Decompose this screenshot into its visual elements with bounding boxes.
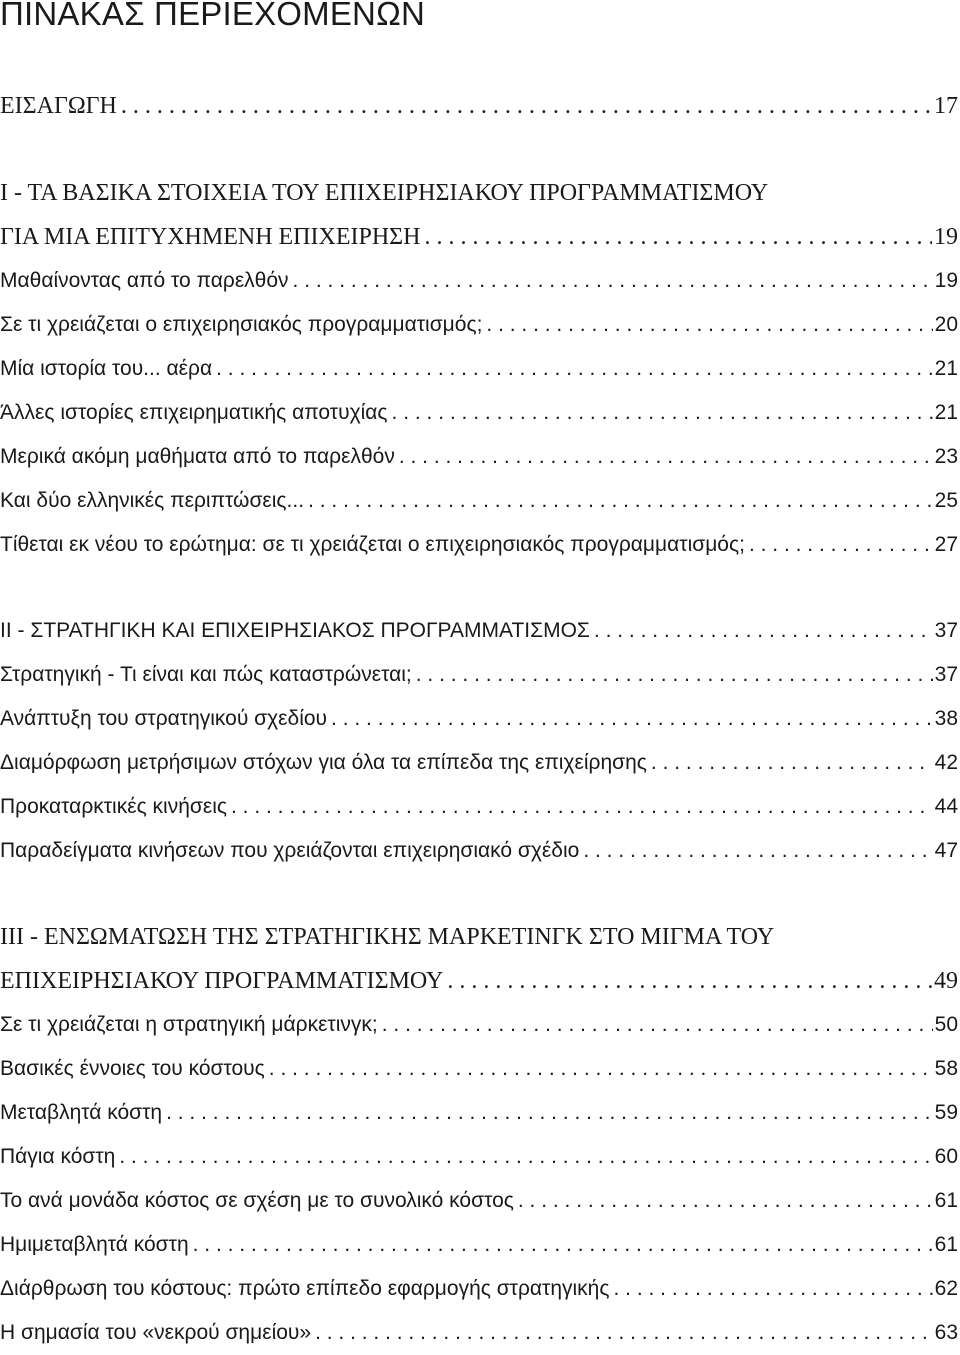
toc-entry-label: Μερικά ακόμη μαθήματα από το παρελθόν: [0, 445, 395, 468]
dot-leader: [424, 215, 932, 259]
dot-leader: [613, 1267, 932, 1311]
toc-entry[interactable]: [0, 653, 958, 697]
dot-leader: [447, 959, 932, 1003]
toc-entry-label: Τίθεται εκ νέου το ερώτημα: σε τι χρειάζεται ο επιχειρησιακός προγραμματισμός;: [0, 533, 745, 556]
dot-leader: [331, 697, 933, 741]
toc-entry-label: Και δύο ελληνικές περιπτώσεις...: [0, 489, 305, 512]
page-title: ΠΙΝΑΚΑΣ ΠΕΡΙΕΧΟΜΕΝΩΝ: [0, 0, 425, 32]
toc-entry-page: 58: [934, 1057, 958, 1080]
dot-leader: [416, 653, 933, 697]
dot-leader: [399, 435, 933, 479]
toc-entry-page: 62: [934, 1277, 958, 1300]
toc-entry-page: 42: [934, 751, 958, 774]
toc-entry-page: 21: [934, 357, 958, 380]
part-2-items: [0, 653, 958, 873]
toc-entry-label: Παραδείγματα κινήσεων που χρειάζονται επιχειρησιακό σχέδιο: [0, 839, 580, 862]
toc-entry-label: Στρατηγική - Τι είναι και πώς καταστρώνεται;: [0, 663, 412, 686]
dot-leader: [392, 391, 933, 435]
toc-entry-page: 17: [934, 93, 958, 119]
toc-entry-page: 59: [934, 1101, 958, 1124]
toc-entry[interactable]: [0, 1311, 958, 1355]
dot-leader: [486, 303, 932, 347]
toc-entry[interactable]: [0, 523, 958, 567]
toc-entry-label: Διάρθρωση του κόστους: πρώτο επίπεδο εφαρμογής στρατηγικής: [0, 1277, 610, 1300]
dot-leader: [382, 1003, 933, 1047]
toc-entry-page: 38: [934, 707, 958, 730]
toc-entry-label: Σε τι χρειάζεται η στρατηγική μάρκετινγκ;: [0, 1013, 378, 1036]
toc-entry-page: 60: [934, 1145, 958, 1168]
toc-entry[interactable]: [0, 1179, 958, 1223]
toc-entry-part-3[interactable]: [0, 959, 958, 1003]
toc-entry-page: 19: [934, 269, 958, 292]
toc-entry[interactable]: [0, 1223, 958, 1267]
toc-entry[interactable]: [0, 479, 958, 523]
toc-entry-label: Προκαταρκτικές κινήσεις: [0, 795, 227, 818]
toc-entry[interactable]: [0, 303, 958, 347]
toc-entry-label: Μαθαίνοντας από το παρελθόν: [0, 269, 289, 292]
dot-leader: [193, 1223, 933, 1267]
toc-entry-label: Ανάπτυξη του στρατηγικού σχεδίου: [0, 707, 328, 730]
toc-entry-label: Βασικές έννοιες του κόστους: [0, 1057, 265, 1080]
toc-entry-label: ΕΠΙΧΕΙΡΗΣΙΑΚΟΥ ΠΡΟΓΡΑΜΜΑΤΙΣΜΟΥ: [0, 968, 444, 994]
dot-leader: [166, 1091, 933, 1135]
dot-leader: [269, 1047, 933, 1091]
dot-leader: [308, 479, 933, 523]
toc-entry-page: 50: [934, 1013, 958, 1036]
toc-entry-page: 37: [934, 619, 958, 642]
dot-leader: [231, 785, 933, 829]
dot-leader: [518, 1179, 933, 1223]
toc-entry[interactable]: [0, 785, 958, 829]
toc-entry-page: 21: [934, 401, 958, 424]
dot-leader: [216, 347, 933, 391]
toc-entry[interactable]: [0, 1047, 958, 1091]
part-1-items: [0, 259, 958, 567]
dot-leader: [293, 259, 933, 303]
dot-leader: [121, 84, 932, 128]
toc-entry-page: 25: [934, 489, 958, 512]
part-1-heading-line-1: Ι - ΤΑ ΒΑΣΙΚΑ ΣΤΟΙΧΕΙΑ ΤΟΥ ΕΠΙΧΕΙΡΗΣΙΑΚΟΥ ΠΡΟΓΡΑΜΜΑΤΙΣΜΟΥ: [0, 180, 769, 206]
toc-entry[interactable]: [0, 435, 958, 479]
toc-entry-part-1[interactable]: [0, 215, 958, 259]
toc-entry-part-2[interactable]: [0, 609, 958, 653]
dot-leader: [119, 1135, 932, 1179]
toc-entry[interactable]: [0, 259, 958, 303]
toc-entry-page: 61: [934, 1233, 958, 1256]
dot-leader: [315, 1311, 933, 1355]
toc-entry[interactable]: [0, 347, 958, 391]
toc-entry[interactable]: [0, 1003, 958, 1047]
toc-entry-label: Πάγια κόστη: [0, 1145, 116, 1168]
dot-leader: [651, 741, 933, 785]
toc-entry-label: Μία ιστορία του... αέρα: [0, 357, 213, 380]
toc-entry[interactable]: [0, 741, 958, 785]
toc-entry[interactable]: [0, 1267, 958, 1311]
part-3-heading-line-1: ΙΙΙ - ΕΝΣΩΜΑΤΩΣΗ ΤΗΣ ΣΤΡΑΤΗΓΙΚΗΣ ΜΑΡΚΕΤΙΝΓΚ ΣΤΟ ΜΙΓΜΑ ΤΟΥ: [0, 924, 775, 950]
part-3-items: [0, 1003, 958, 1355]
dot-leader: [594, 609, 933, 653]
toc-entry-page: 61: [934, 1189, 958, 1212]
toc-entry-page: 37: [934, 663, 958, 686]
toc-entry-label: Η σημασία του «νεκρού σημείου»: [0, 1321, 312, 1344]
toc-entry[interactable]: [0, 391, 958, 435]
toc-entry-label: ΙΙ - ΣΤΡΑΤΗΓΙΚΗ ΚΑΙ ΕΠΙΧΕΙΡΗΣΙΑΚΟΣ ΠΡΟΓΡΑΜΜΑΤΙΣΜΟΣ: [0, 619, 590, 642]
dot-leader: [583, 829, 932, 873]
toc-entry-page: 19: [934, 224, 958, 250]
toc-entry-label: Μεταβλητά κόστη: [0, 1101, 163, 1124]
toc-entry[interactable]: [0, 1135, 958, 1179]
toc-entry-introduction[interactable]: [0, 84, 958, 128]
toc-entry-label: Ημιμεταβλητά κόστη: [0, 1233, 189, 1256]
toc-entry[interactable]: [0, 829, 958, 873]
toc-entry-page: 47: [934, 839, 958, 862]
toc-entry-page: 23: [934, 445, 958, 468]
toc-entry-page: 49: [934, 968, 958, 994]
toc-entry-page: 27: [934, 533, 958, 556]
toc-entry-label: Διαμόρφωση μετρήσιμων στόχων για όλα τα επίπεδα της επιχείρησης: [0, 751, 647, 774]
toc-entry[interactable]: [0, 1091, 958, 1135]
toc-entry-page: 44: [934, 795, 958, 818]
toc-entry-label: Σε τι χρειάζεται ο επιχειρησιακός προγραμματισμός;: [0, 313, 483, 336]
toc-entry-label: ΓΙΑ ΜΙΑ ΕΠΙΤΥΧΗΜΕΝΗ ΕΠΙΧΕΙΡΗΣΗ: [0, 224, 421, 250]
toc-entry-page: 63: [934, 1321, 958, 1344]
toc-entry-label: Το ανά μονάδα κόστος σε σχέση με το συνολικό κόστος: [0, 1189, 514, 1212]
table-of-contents: [0, 84, 958, 1355]
toc-entry[interactable]: [0, 697, 958, 741]
toc-entry-label: Άλλες ιστορίες επιχειρηματικής αποτυχίας: [0, 401, 388, 424]
dot-leader: [749, 523, 933, 567]
toc-entry-page: 20: [934, 313, 958, 336]
toc-entry-label: ΕΙΣΑΓΩΓΗ: [0, 93, 117, 119]
